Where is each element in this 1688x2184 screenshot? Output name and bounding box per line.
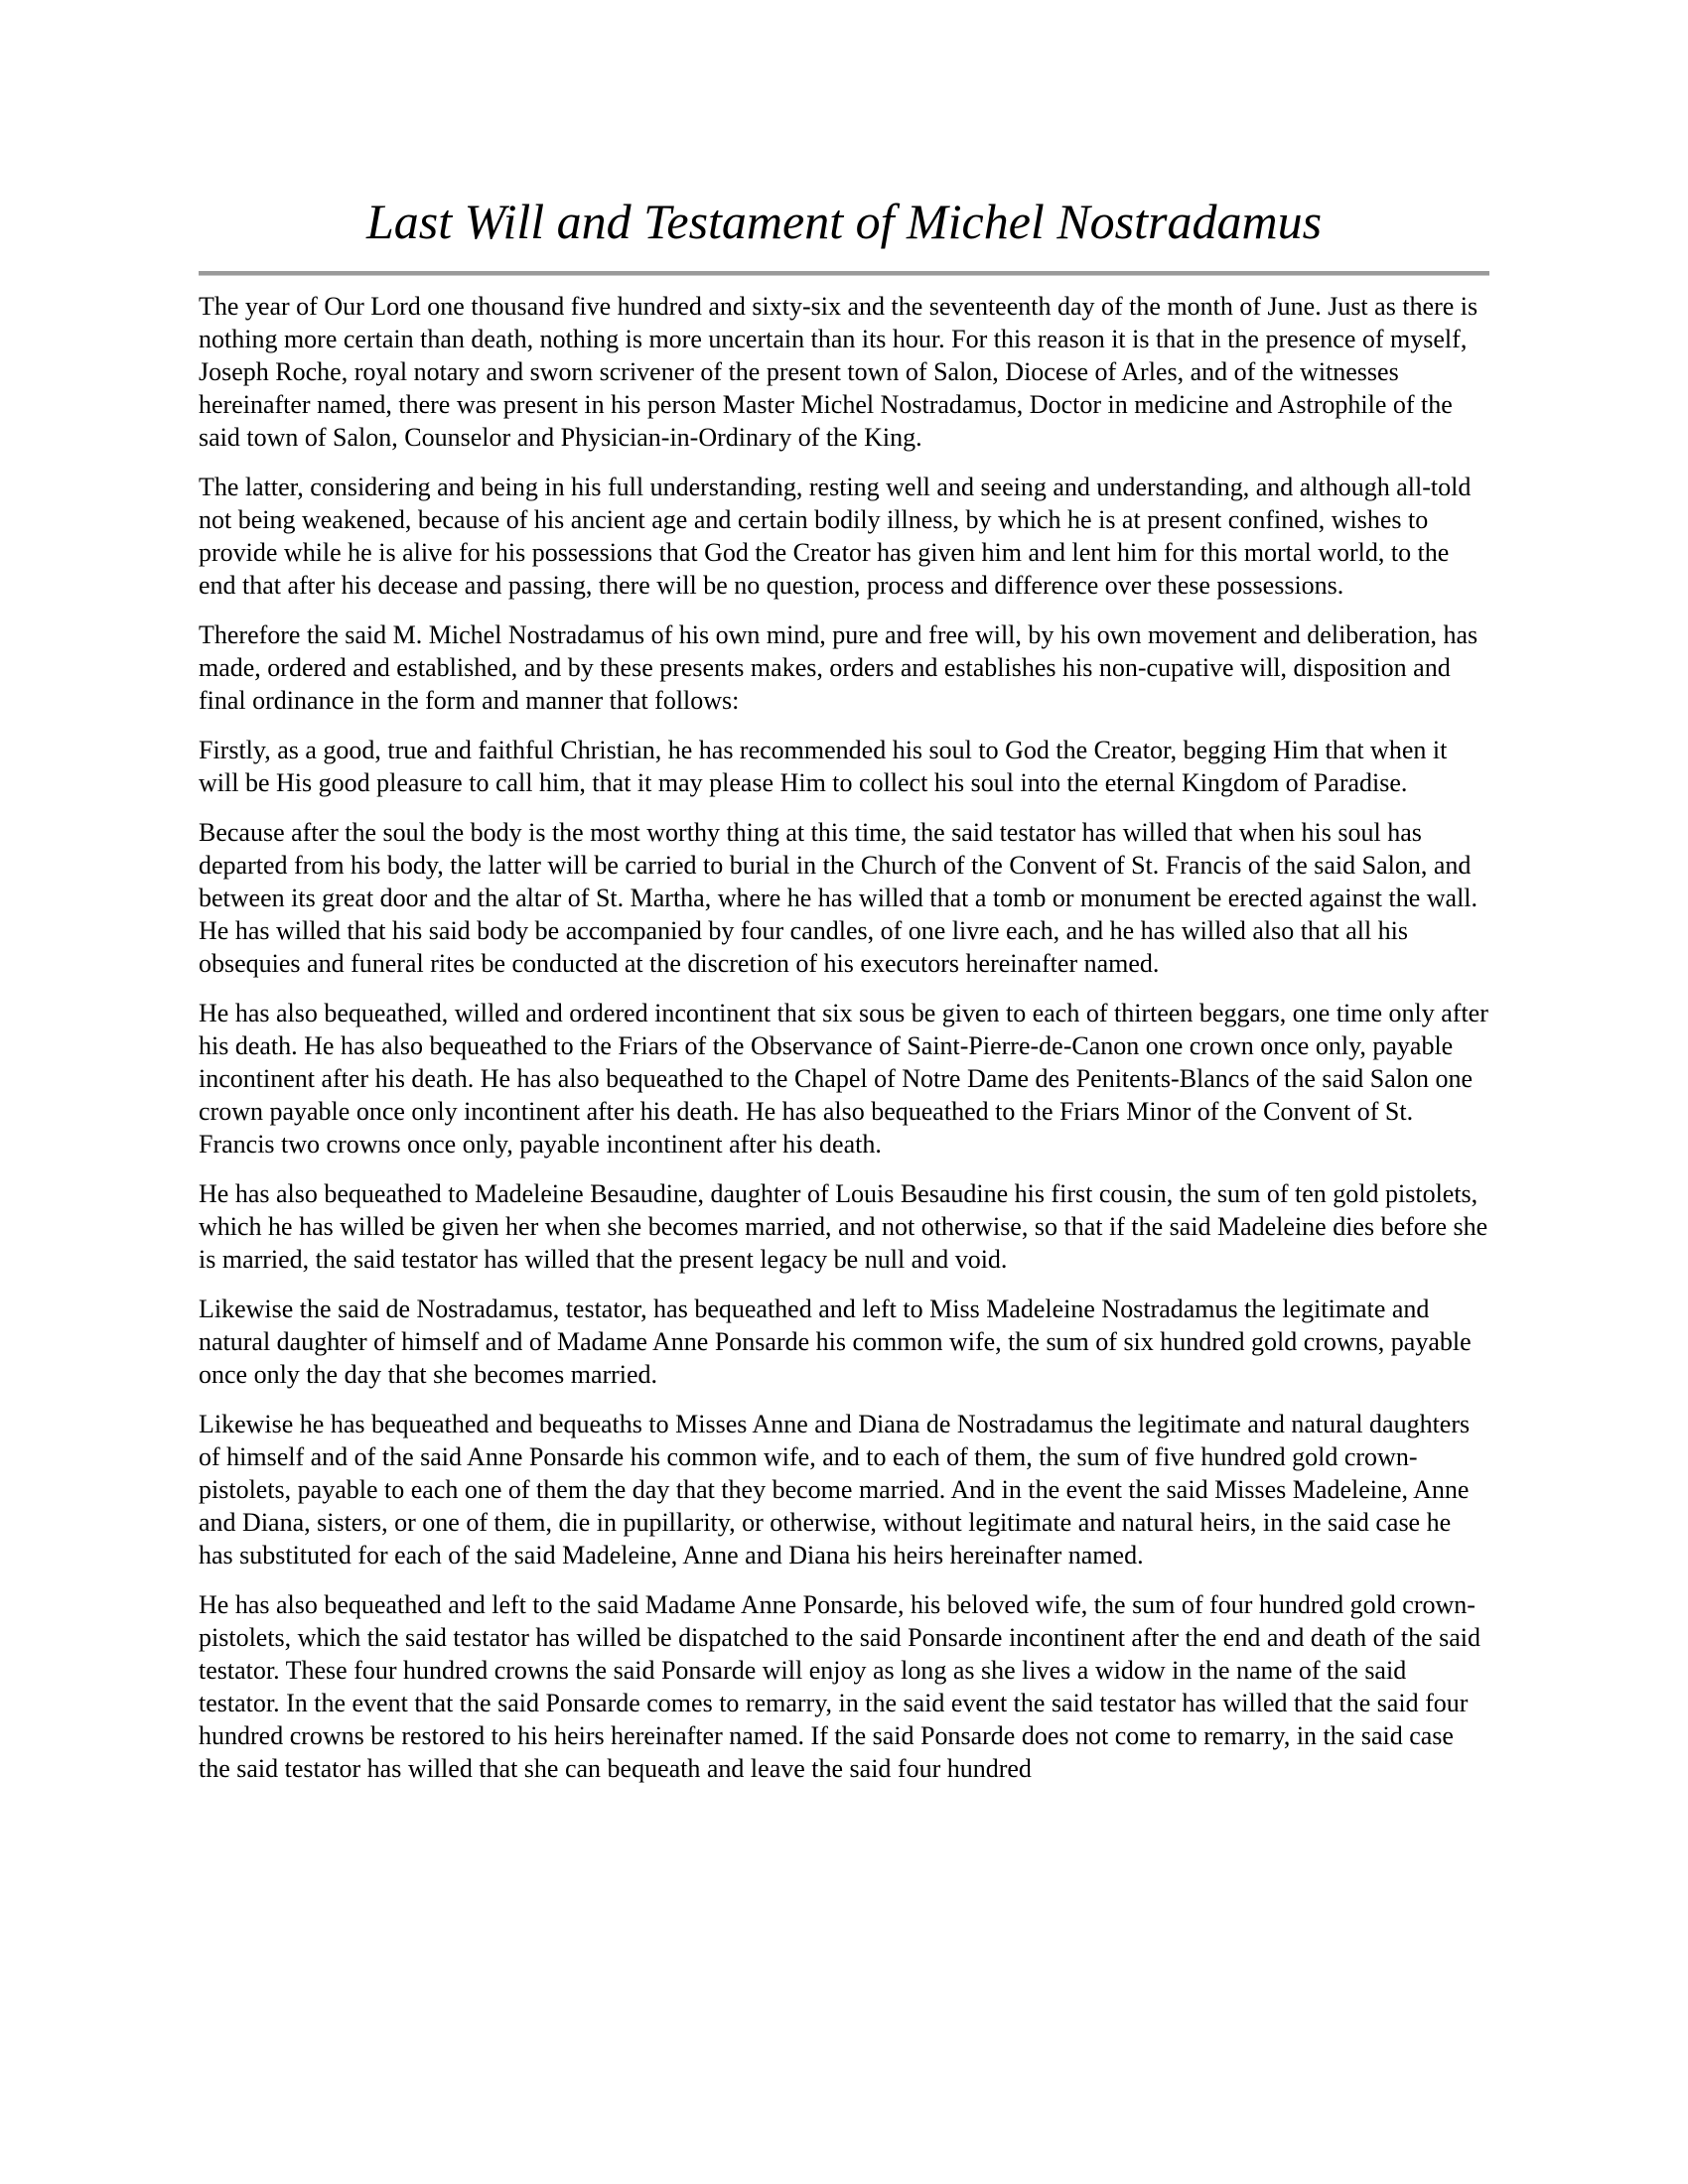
document-title: Last Will and Testament of Michel Nostradamus	[365, 194, 1323, 249]
paragraph-anne-diana: Likewise he has bequeathed and bequeaths to Misses Anne and Diana de Nostradamus the legitimate and natural daughters of himself and of the said Anne Ponsarde his common wife, and to each of them, the sum of five hundred gold crown-pistolets, payable to each one of them the day that they become married. And in the event the said Misses Madeleine, Anne and Diana, sisters, or one of them, die in pupillarity, or otherwise, without legitimate and natural heirs, in the said case he has substituted for each of the said Madeleine, Anne and Diana his heirs hereinafter named.	[199, 1410, 1471, 1570]
document-body	[199, 290, 1489, 1785]
paragraph-anne-ponsarde: He has also bequeathed and left to the said Madame Anne Ponsarde, his beloved wife, the sum of four hundred gold crown-pistolets, which the said testator has willed be dispatched to the said Ponsarde incontinent after the end and death of the said testator. These four hundred crowns the said Ponsarde will enjoy as long as she lives a widow in the name of the said testator. In the event that the said Ponsarde comes to remarry, in the said event the said testator has willed that the said four hundred crowns be restored to his heirs hereinafter named. If the said Ponsarde does not come to remarry, in the said case the said testator has willed that she can bequeath and leave the said four hundred	[199, 1590, 1480, 1783]
title-divider	[199, 271, 1489, 276]
paragraph-condition: The latter, considering and being in his full understanding, resting well and seeing and understanding, and although all-told not being weakened, because of his ancient age and certain bodily illness, by which he is at present confined, wishes to provide while he is alive for his possessions that God the Creator has given him and lent him for this mortal world, to the end that after his decease and passing, there will be no question, process and difference over these possessions.	[199, 473, 1472, 600]
paragraph-alms-bequests: He has also bequeathed, willed and ordered incontinent that six sous be given to each of thirteen beggars, one time only after his death. He has also bequeathed to the Friars of the Observance of Saint-Pierre-de-Canon one crown once only, payable incontinent after his death. He has also bequeathed to the Chapel of Notre Dame des Penitents-Blancs of the said Salon one crown payable once only incontinent after his death. He has also bequeathed to the Friars Minor of the Convent of St. Francis two crowns once only, payable incontinent after his death.	[199, 999, 1488, 1159]
paragraph-madeleine: Likewise the said de Nostradamus, testator, has bequeathed and left to Miss Madeleine Nostradamus the legitimate and natural daughter of himself and of Madame Anne Ponsarde his common wife, the sum of six hundred gold crowns, payable once only the day that she becomes married.	[199, 1295, 1472, 1389]
paragraph-preamble: The year of Our Lord one thousand five hundred and sixty-six and the seventeenth day of the month of June. Just as there is nothing more certain than death, nothing is more uncertain than its hour. For this reason it is that in the presence of myself, Joseph Roche, royal notary and sworn scrivener of the present town of Salon, Diocese of Arles, and of the witnesses hereinafter named, there was present in his person Master Michel Nostradamus, Doctor in medicine and Astrophile of the said town of Salon, Counselor and Physician-in-Ordinary of the King.	[199, 292, 1478, 452]
document-content	[199, 192, 1489, 1785]
paragraph-firstly-soul: Firstly, as a good, true and faithful Christian, he has recommended his soul to God the Creator, begging Him that when it will be His good pleasure to call him, that it may please Him to collect his soul into the eternal Kingdom of Paradise.	[199, 736, 1448, 797]
paragraph-besaudine: He has also bequeathed to Madeleine Besaudine, daughter of Louis Besaudine his first cousin, the sum of ten gold pistolets, which he has willed be given her when she becomes married, and not otherwise, so that if the said Madeleine dies before she is married, the said testator has willed that the present legacy be null and void.	[199, 1179, 1488, 1274]
paragraph-declaration: Therefore the said M. Michel Nostradamus of his own mind, pure and free will, by his own movement and deliberation, has made, ordered and established, and by these presents makes, orders and establishes his non-cupative will, disposition and final ordinance in the form and manner that follows:	[199, 620, 1478, 715]
paragraph-burial: Because after the soul the body is the most worthy thing at this time, the said testator has willed that when his soul has departed from his body, the latter will be carried to burial in the Church of the Convent of St. Francis of the said Salon, and between its great door and the altar of St. Martha, where he has willed that a tomb or monument be erected against the wall. He has willed that his said body be accompanied by four candles, of one livre each, and he has willed also that all his obsequies and funeral rites be conducted at the discretion of his executors hereinafter named.	[199, 818, 1478, 978]
